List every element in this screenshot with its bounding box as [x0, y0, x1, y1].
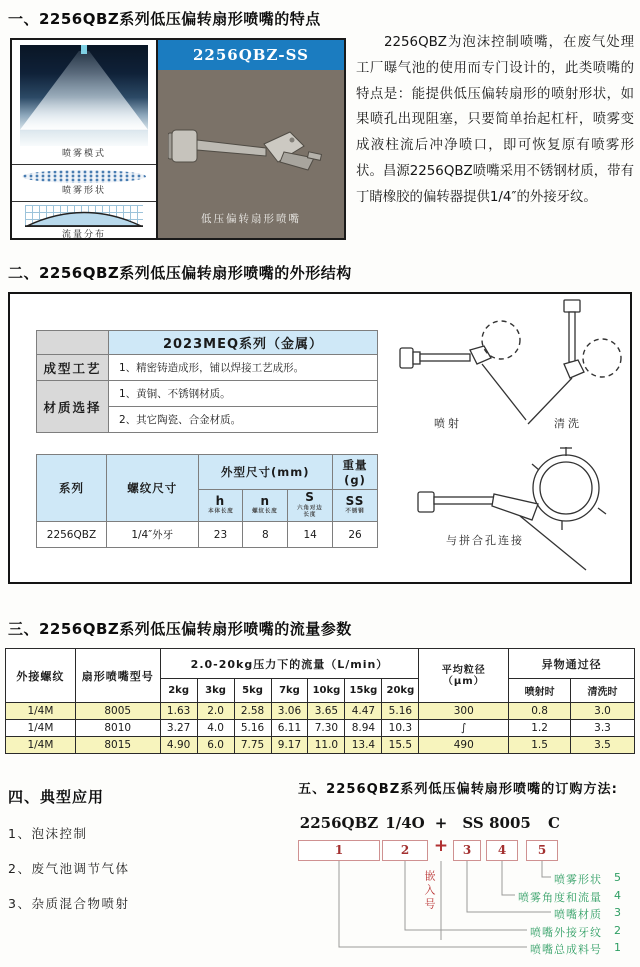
cell: 13.4 — [345, 737, 382, 754]
series-value: 2256QBZ — [37, 522, 107, 548]
legend-label: 喷嘴外接牙纹 — [527, 924, 602, 940]
clean-position-diagram — [516, 298, 630, 430]
spray-shape-image — [22, 170, 146, 183]
table-row — [6, 703, 635, 720]
cell: 3.3 — [571, 720, 635, 737]
product-photo-panel — [158, 40, 344, 238]
order-box-3: 3 — [453, 840, 481, 861]
cell: 4.90 — [160, 737, 197, 754]
weight-col-header: 重量(g) — [333, 455, 378, 490]
cell: 1/4M — [6, 703, 76, 720]
dim-s-note: 六角对边长度 — [297, 504, 323, 518]
particle-header — [419, 649, 509, 703]
plus-sign: + — [433, 836, 449, 856]
legend-number: 5 — [614, 871, 622, 884]
product-photo-body — [158, 70, 344, 238]
pressure-header: 15kg — [345, 679, 382, 703]
legend-number: 3 — [614, 906, 622, 919]
table-row — [37, 522, 378, 548]
cell: 7.30 — [308, 720, 345, 737]
thread-value: 1/4″外牙 — [106, 522, 198, 548]
order-box-2: 2 — [382, 840, 428, 861]
product-photo-caption: 低压偏转扇形喷嘴 — [201, 213, 301, 225]
cell: ∫ — [419, 720, 509, 737]
dim-n-note: 螺纹长度 — [252, 507, 279, 515]
spray-diagram-label: 喷射 — [434, 417, 462, 430]
cell: 8005 — [75, 703, 160, 720]
pressure-header: 5kg — [234, 679, 271, 703]
cell: 1.63 — [160, 703, 197, 720]
pressure-header: 3kg — [197, 679, 234, 703]
order-code-capacity: 8005 — [489, 814, 531, 832]
table-row — [6, 737, 635, 754]
corner-cell — [37, 331, 109, 355]
legend-row — [298, 941, 622, 957]
cell: 5.16 — [234, 720, 271, 737]
flow-distribution-image — [25, 205, 143, 227]
dim-h-value: 23 — [198, 522, 243, 548]
thread-col-header: 螺纹尺寸 — [106, 455, 198, 522]
cell: 8015 — [75, 737, 160, 754]
dim-ss-value: 26 — [333, 522, 378, 548]
dim-ss-key: SS — [345, 494, 365, 508]
cell: 4.0 — [197, 720, 234, 737]
particle-header-line2: （μm） — [442, 675, 485, 687]
material-item-cell: 1、黄铜、不锈钢材质。 — [109, 381, 378, 407]
feature-paragraph: 2256QBZ为泡沫控制喷嘴，在废气处理工厂曝气池的使用而专门设计的，此类喷嘴的特点是：能提供低压偏转扇形的喷射形状，如果喷孔出现阻塞，只要简单抬起杠杆，喷雾变成液柱流后冲净喷口，即可恢复原有喷雾形状。昌源2256QBZ喷嘴采用不锈钢材质，带有丁睛橡胶的偏转器提供1/4″的外接牙纹。 — [356, 35, 634, 205]
dim-n-header — [243, 490, 288, 522]
spray-position-diagram — [398, 314, 530, 426]
particle-header-line1: 平均粒径 — [441, 664, 486, 676]
table-row — [37, 381, 378, 407]
section1-title: 一、2256QBZ系列低压偏转扇形喷嘴的特点 — [8, 10, 321, 28]
section4-title: 四、典型应用 — [8, 788, 105, 806]
legend-row — [298, 906, 622, 922]
flow-distribution-caption: 流量分布 — [61, 230, 106, 240]
cell: 490 — [419, 737, 509, 754]
cell: 6.0 — [197, 737, 234, 754]
process-label-cell: 成型工艺 — [37, 355, 109, 381]
pressure-header: 10kg — [308, 679, 345, 703]
flow-distribution-cell — [12, 202, 156, 238]
order-code-thread: 1/4O — [385, 814, 425, 832]
section2-title: 二、2256QBZ系列低压偏转扇形喷嘴的外形结构 — [8, 264, 352, 282]
dim-n-key: n — [260, 494, 271, 508]
dims-col-header: 外型尺寸(mm) — [198, 455, 333, 490]
structure-box — [8, 292, 632, 584]
process-item-cell: 1、精密铸造成形，铺以焊接工艺成形。 — [109, 355, 378, 381]
cell: 5.16 — [382, 703, 419, 720]
section3-title: 三、2256QBZ系列低压偏转扇形喷嘴的流量参数 — [8, 620, 352, 638]
list-item: 2、废气池调节气体 — [8, 861, 130, 876]
applications-section — [8, 786, 288, 912]
cell: 300 — [419, 703, 509, 720]
spray-mode-caption: 喷雾模式 — [61, 149, 106, 159]
pressure-header: 20kg — [382, 679, 419, 703]
legend-label: 喷雾形状 — [551, 871, 602, 887]
pressure-header: 2kg — [160, 679, 197, 703]
clean-time-header: 清洗时 — [571, 679, 635, 703]
ordering-section — [298, 778, 640, 966]
flow-dome-graphic — [25, 205, 143, 227]
order-box-4: 4 — [486, 840, 518, 861]
table-row — [6, 720, 635, 737]
material-label-cell: 材质选择 — [37, 381, 109, 433]
product-model-header: 2256QBZ-SS — [158, 40, 344, 70]
flow-parameter-table — [5, 648, 635, 754]
dim-n-value: 8 — [243, 522, 288, 548]
spray-mode-cell — [12, 40, 156, 165]
list-item: 3、杂质混合物喷射 — [8, 896, 130, 911]
spray-photo-image — [20, 45, 148, 146]
material-item-cell: 2、其它陶瓷、合金材质。 — [109, 407, 378, 433]
insert-number-label: 嵌入号 — [423, 870, 436, 912]
dim-ss-note: 不锈钢 — [345, 507, 365, 515]
cell: 15.5 — [382, 737, 419, 754]
cell: 10.3 — [382, 720, 419, 737]
table-row — [6, 649, 635, 679]
dim-s-value: 14 — [288, 522, 333, 548]
process-material-table — [36, 330, 378, 433]
legend-label: 喷嘴材质 — [551, 906, 602, 922]
spray-pattern-panel — [12, 40, 158, 238]
nozzle-photo-graphic — [168, 106, 330, 186]
pressure-header: 7kg — [271, 679, 308, 703]
list-item: 1、泡沫控制 — [8, 826, 88, 841]
cell: 11.0 — [308, 737, 345, 754]
dimension-table — [36, 454, 378, 548]
cell: 9.17 — [271, 737, 308, 754]
clamp-connection-diagram — [416, 442, 634, 574]
dim-ss-header — [333, 490, 378, 522]
cell: 1/4M — [6, 737, 76, 754]
spray-shape-cell — [12, 165, 156, 202]
legend-number: 4 — [614, 889, 622, 902]
section5-title: 五、2256QBZ系列低压偏转扇形喷嘴的订购方法: — [298, 782, 618, 797]
flow-header: 2.0-20kg压力下的流量（L/min） — [160, 649, 419, 679]
model-header: 扇形喷嘴型号 — [75, 649, 160, 703]
thread-header: 外接螺纹 — [6, 649, 76, 703]
cell: 8010 — [75, 720, 160, 737]
order-code-shape: C — [548, 814, 560, 832]
spray-time-header: 喷射时 — [509, 679, 571, 703]
series-col-header: 系列 — [37, 455, 107, 522]
order-box-1: 1 — [298, 840, 380, 861]
cell: 3.5 — [571, 737, 635, 754]
cell: 8.94 — [345, 720, 382, 737]
order-code-assembly: 2256QBZ — [299, 814, 379, 832]
product-image-block — [10, 38, 346, 240]
cell: 4.47 — [345, 703, 382, 720]
legend-row — [298, 889, 622, 905]
cell: 2.0 — [197, 703, 234, 720]
cell: 6.11 — [271, 720, 308, 737]
cell: 1.5 — [509, 737, 571, 754]
order-code-material: SS — [462, 814, 484, 832]
clamp-diagram-label: 与拼合孔连接 — [446, 534, 524, 547]
cell: 0.8 — [509, 703, 571, 720]
order-box-5: 5 — [526, 840, 558, 861]
spray-shape-caption: 喷雾形状 — [61, 186, 106, 196]
legend-number: 1 — [614, 941, 622, 954]
cell: 1/4M — [6, 720, 76, 737]
table-row — [37, 455, 378, 490]
dim-h-note: 本体长度 — [207, 507, 234, 515]
series-header-cell: 2023MEQ系列（金属） — [109, 331, 378, 355]
dim-s-header — [288, 490, 333, 522]
table-row — [37, 331, 378, 355]
table-row — [37, 355, 378, 381]
foreign-header: 异物通过径 — [509, 649, 635, 679]
legend-row — [298, 924, 622, 940]
legend-label: 喷嘴总成料号 — [527, 941, 602, 957]
cell: 3.65 — [308, 703, 345, 720]
clean-diagram-label: 清洗 — [554, 417, 582, 430]
cell: 3.0 — [571, 703, 635, 720]
cell: 1.2 — [509, 720, 571, 737]
legend-label: 喷雾角度和流量 — [515, 889, 602, 905]
legend-row — [298, 871, 622, 887]
dim-h-key: h — [215, 494, 226, 508]
dim-h-header — [198, 490, 243, 522]
cell: 3.27 — [160, 720, 197, 737]
order-code-plus: + — [434, 814, 448, 832]
cell: 2.58 — [234, 703, 271, 720]
cell: 7.75 — [234, 737, 271, 754]
legend-number: 2 — [614, 924, 622, 937]
cell: 3.06 — [271, 703, 308, 720]
dim-s-key: S — [305, 490, 315, 504]
